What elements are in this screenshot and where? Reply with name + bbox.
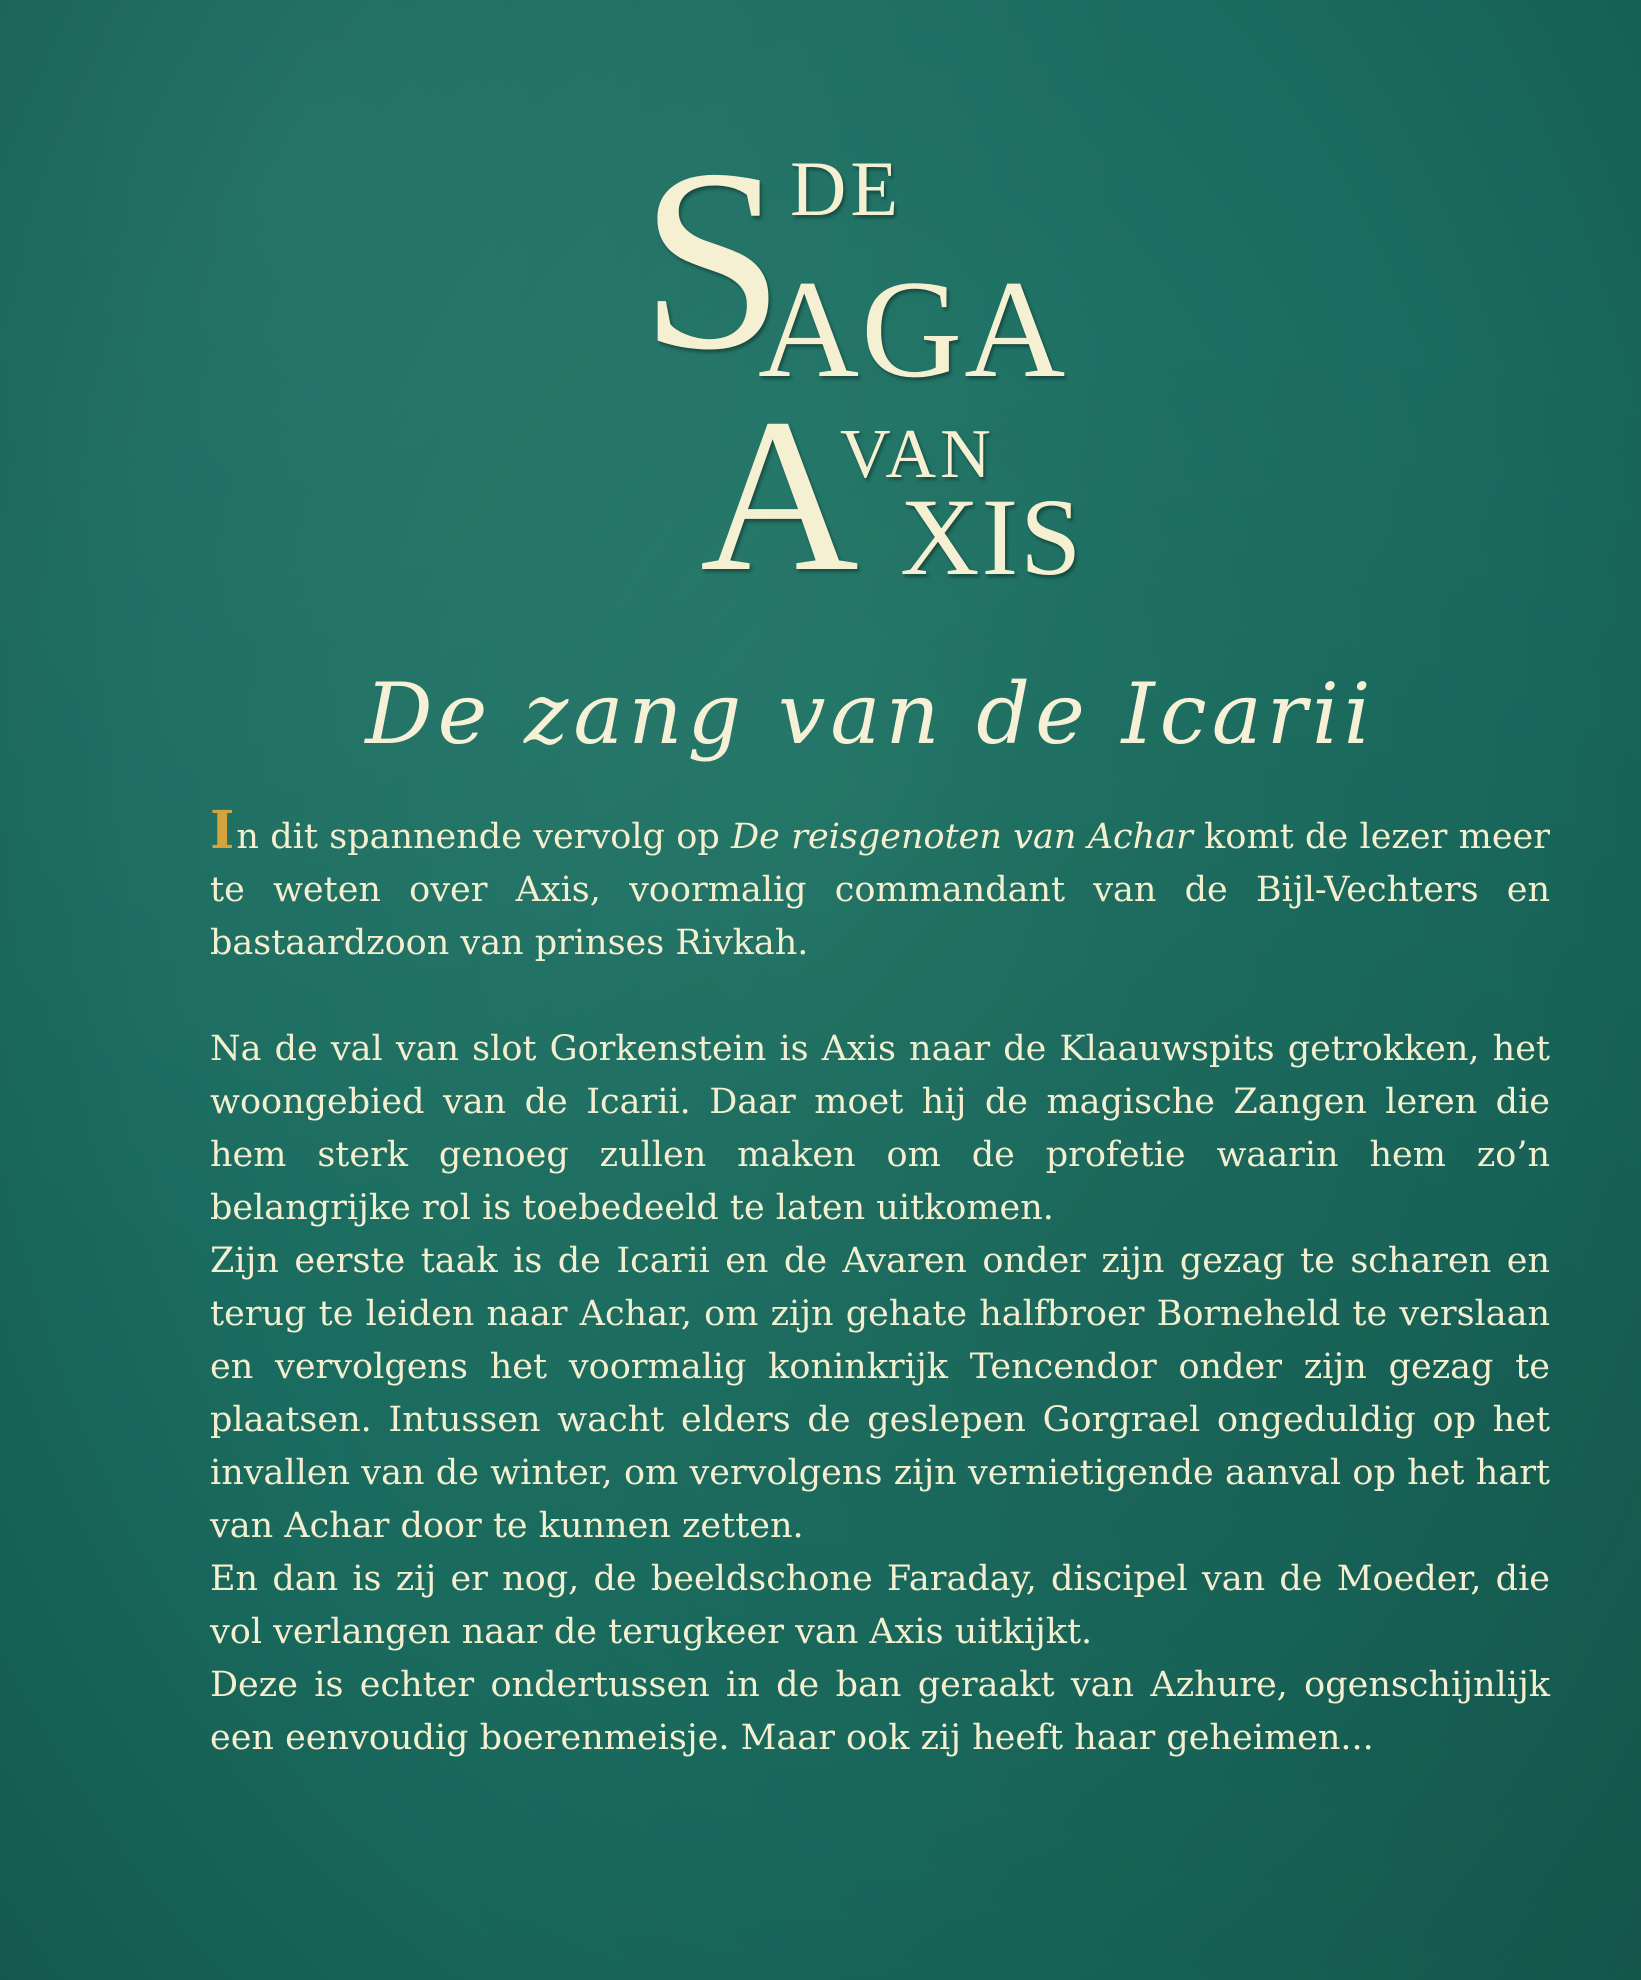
blurb-text — [210, 800, 1551, 1765]
intro-text-before: n dit spannende vervolg op — [236, 817, 732, 857]
logo-word-aga: AGA — [758, 252, 1068, 407]
book-subtitle-text: De zang van de Icarii — [365, 665, 1376, 763]
logo-letter-a: A — [700, 373, 859, 617]
blurb-paragraph-3: Zijn eerste taak is de Icarii en de Avaren onder zijn gezag te scharen en terug te leiden naar Achar, om zijn gehate halfbroer Borneheld te verslaan en vervolgens het voormalig koninkrijk Tencendor onder zijn gezag te plaatsen. Intussen wacht elders de geslepen Gorgrael ongeduldig op het invallen van de winter, om vervolgens zijn vernietigende aanval op het hart van Achar door te kunnen zetten. — [210, 1241, 1550, 1546]
book-subtitle — [0, 665, 1641, 763]
intro-text-after: komt de lezer meer te weten over Axis, voormalig commandant van de Bijl-Vechters en bastaardzoon van prinses Rivkah. — [210, 817, 1551, 963]
intro-book-title: De reisgenoten van Achar — [731, 817, 1193, 857]
logo-letter-s: S — [640, 116, 785, 404]
logo-word-de: DE — [790, 145, 902, 232]
logo-word-van: VAN — [840, 416, 995, 493]
logo-word-xis: XIS — [900, 476, 1084, 598]
blurb-paragraph-2: Na de val van slot Gorkenstein is Axis naar de Klaauwspits getrokken, het woongebied van de Icarii. Daar moet hij de magische Zangen leren die hem sterk genoeg zullen maken om de profetie waarin hem zo’n belangrijke rol is toebedeeld te laten uitkomen. — [210, 1029, 1550, 1228]
blurb-paragraph-intro — [210, 800, 1551, 970]
series-logo — [640, 116, 1120, 617]
blurb-paragraph-5: Deze is echter ondertussen in de ban geraakt van Azhure, ogenschijnlijk een eenvoudig boerenmeisje. Maar ook zij heeft haar geheimen... — [210, 1665, 1550, 1758]
blurb-paragraph-4: En dan is zij er nog, de beeldschone Faraday, discipel van de Moeder, die vol verlangen naar de terugkeer van Axis uitkijkt. — [210, 1559, 1550, 1652]
dropcap: I — [210, 800, 235, 861]
